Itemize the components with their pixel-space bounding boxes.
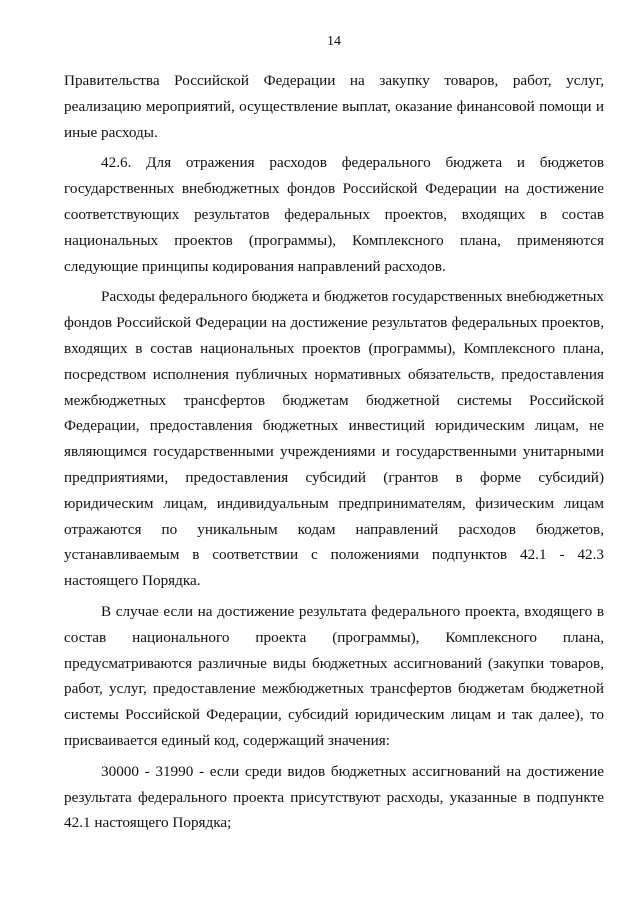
paragraph-continuation: Правительства Российской Федерации на закупку товаров, работ, услуг, реализацию мероприятий, осуществление выплат, оказание финансовой помощи и иные расходы. xyxy=(64,72,604,141)
page-number: 14 xyxy=(327,34,341,49)
paragraph-single-code: В случае если на достижение результата федерального проекта, входящего в состав национального проекта (программы), Комплексного плана, предусматриваются различные виды бюджетных ассигнований (закупки товаров, работ, услуг, предоставление межбюджетных трансфертов бюджетам бюджетной системы Российской Федерации, субсидий юридическим лицам и так далее), то присваивается единый код, содержащий значения: xyxy=(64,602,604,749)
paragraph-42-6: 42.6. Для отражения расходов федерального бюджета и бюджетов государственных внебюджетных фондов Российской Федерации на достижение соответствующих результатов федеральных проектов, входящих в состав национальных проектов (программы), Комплексного плана, применяются следующие принципы кодирования направлений расходов. xyxy=(64,154,604,275)
paragraph-expenses: Расходы федерального бюджета и бюджетов государственных внебюджетных фондов Российской Федерации на достижение результатов федеральных проектов, входящих в состав национальных проектов (программы), Комплексного плана, посредством исполнения публичных нормативных обязательств, предоставления межбюджетных трансфертов бюджетам бюджетной системы Российской Федерации, предоставления бюджетных инвестиций юридическим лицам, не являющимся государственными учреждениями и государственными унитарными предприятиями, предоставления субсидий (грантов в форме субсидий) юридическим лицам, индивидуальным предпринимателям, физическим лицам отражаются по уникальным кодам направлений расходов бюджетов, устанавливаемым в соответствии с положениями подпунктов 42.1 - 42.3 настоящего Порядка. xyxy=(64,288,604,590)
paragraph-code-range: 30000 - 31990 - если среди видов бюджетных ассигнований на достижение результата федерального проекта присутствуют расходы, указанные в подпункте 42.1 настоящего Порядка; xyxy=(64,762,604,832)
